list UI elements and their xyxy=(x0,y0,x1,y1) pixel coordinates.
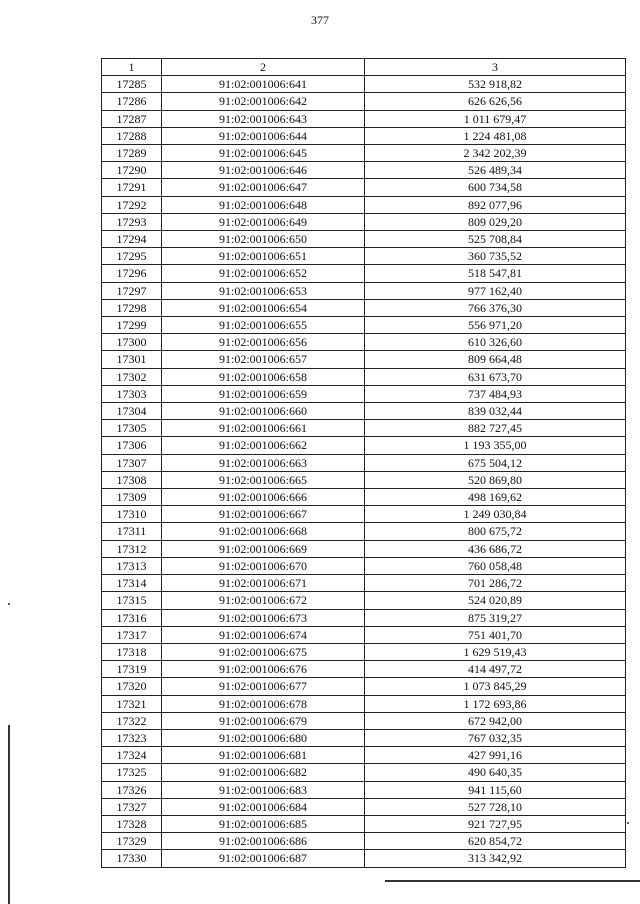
value-cell: 809 664,48 xyxy=(365,351,626,368)
table-row xyxy=(102,661,626,678)
cadastral-number-cell: 91:02:001006:661 xyxy=(162,420,365,437)
row-number-cell: 17328 xyxy=(102,815,162,832)
value-cell: 427 991,16 xyxy=(365,747,626,764)
value-cell: 809 029,20 xyxy=(365,213,626,230)
cadastral-number-cell: 91:02:001006:651 xyxy=(162,248,365,265)
scan-bottom-line xyxy=(385,880,640,882)
value-cell: 751 401,70 xyxy=(365,626,626,643)
value-cell: 977 162,40 xyxy=(365,282,626,299)
cadastral-number-cell: 91:02:001006:676 xyxy=(162,661,365,678)
cadastral-number-cell: 91:02:001006:652 xyxy=(162,265,365,282)
cadastral-number-cell: 91:02:001006:686 xyxy=(162,833,365,850)
cadastral-number-cell: 91:02:001006:647 xyxy=(162,179,365,196)
row-number-cell: 17329 xyxy=(102,833,162,850)
value-cell: 2 342 202,39 xyxy=(365,145,626,162)
value-cell: 1 011 679,47 xyxy=(365,110,626,127)
value-cell: 436 686,72 xyxy=(365,540,626,557)
cadastral-number-cell: 91:02:001006:677 xyxy=(162,678,365,695)
row-number-cell: 17306 xyxy=(102,437,162,454)
cadastral-number-cell: 91:02:001006:675 xyxy=(162,643,365,660)
row-number-cell: 17289 xyxy=(102,145,162,162)
row-number-cell: 17324 xyxy=(102,747,162,764)
table-row xyxy=(102,747,626,764)
table-row xyxy=(102,575,626,592)
cadastral-number-cell: 91:02:001006:644 xyxy=(162,127,365,144)
row-number-cell: 17303 xyxy=(102,385,162,402)
table-row xyxy=(102,454,626,471)
table-row xyxy=(102,557,626,574)
row-number-cell: 17314 xyxy=(102,575,162,592)
row-number-cell: 17296 xyxy=(102,265,162,282)
table-row xyxy=(102,523,626,540)
table-row xyxy=(102,695,626,712)
value-cell: 882 727,45 xyxy=(365,420,626,437)
table-row xyxy=(102,626,626,643)
row-number-cell: 17326 xyxy=(102,781,162,798)
value-cell: 1 249 030,84 xyxy=(365,506,626,523)
row-number-cell: 17307 xyxy=(102,454,162,471)
row-number-cell: 17313 xyxy=(102,557,162,574)
header-row xyxy=(102,59,626,76)
value-cell: 414 497,72 xyxy=(365,661,626,678)
row-number-cell: 17300 xyxy=(102,334,162,351)
table-row xyxy=(102,506,626,523)
row-number-cell: 17317 xyxy=(102,626,162,643)
table-row xyxy=(102,798,626,815)
cadastral-number-cell: 91:02:001006:663 xyxy=(162,454,365,471)
cadastral-number-cell: 91:02:001006:669 xyxy=(162,540,365,557)
value-cell: 1 073 845,29 xyxy=(365,678,626,695)
row-number-cell: 17309 xyxy=(102,489,162,506)
row-number-cell: 17287 xyxy=(102,110,162,127)
cadastral-number-cell: 91:02:001006:672 xyxy=(162,592,365,609)
table-row xyxy=(102,127,626,144)
row-number-cell: 17318 xyxy=(102,643,162,660)
value-cell: 620 854,72 xyxy=(365,833,626,850)
row-number-cell: 17308 xyxy=(102,471,162,488)
row-number-cell: 17288 xyxy=(102,127,162,144)
table-row xyxy=(102,334,626,351)
table-row xyxy=(102,317,626,334)
value-cell: 600 734,58 xyxy=(365,179,626,196)
row-number-cell: 17321 xyxy=(102,695,162,712)
cadastral-number-cell: 91:02:001006:653 xyxy=(162,282,365,299)
table-row xyxy=(102,643,626,660)
row-number-cell: 17323 xyxy=(102,729,162,746)
table-row xyxy=(102,282,626,299)
value-cell: 839 032,44 xyxy=(365,403,626,420)
scan-margin-line xyxy=(8,725,10,904)
row-number-cell: 17286 xyxy=(102,93,162,110)
column-header-2: 2 xyxy=(162,59,365,76)
cadastral-number-cell: 91:02:001006:643 xyxy=(162,110,365,127)
cadastral-number-cell: 91:02:001006:681 xyxy=(162,747,365,764)
cadastral-number-cell: 91:02:001006:674 xyxy=(162,626,365,643)
cadastral-number-cell: 91:02:001006:658 xyxy=(162,368,365,385)
registry-table xyxy=(101,58,626,868)
table-row xyxy=(102,850,626,867)
value-cell: 524 020,89 xyxy=(365,592,626,609)
scan-speck xyxy=(8,603,10,605)
table-row xyxy=(102,592,626,609)
row-number-cell: 17293 xyxy=(102,213,162,230)
table-row xyxy=(102,196,626,213)
row-number-cell: 17297 xyxy=(102,282,162,299)
row-number-cell: 17294 xyxy=(102,231,162,248)
cadastral-number-cell: 91:02:001006:680 xyxy=(162,729,365,746)
row-number-cell: 17327 xyxy=(102,798,162,815)
cadastral-number-cell: 91:02:001006:641 xyxy=(162,76,365,93)
table-row xyxy=(102,437,626,454)
value-cell: 631 673,70 xyxy=(365,368,626,385)
value-cell: 313 342,92 xyxy=(365,850,626,867)
cadastral-number-cell: 91:02:001006:671 xyxy=(162,575,365,592)
row-number-cell: 17292 xyxy=(102,196,162,213)
table-row xyxy=(102,231,626,248)
table-row xyxy=(102,420,626,437)
value-cell: 1 193 355,00 xyxy=(365,437,626,454)
value-cell: 737 484,93 xyxy=(365,385,626,402)
value-cell: 520 869,80 xyxy=(365,471,626,488)
cadastral-number-cell: 91:02:001006:645 xyxy=(162,145,365,162)
table-row xyxy=(102,179,626,196)
table-row xyxy=(102,385,626,402)
value-cell: 760 058,48 xyxy=(365,557,626,574)
row-number-cell: 17298 xyxy=(102,299,162,316)
table-row xyxy=(102,145,626,162)
value-cell: 1 224 481,08 xyxy=(365,127,626,144)
cadastral-number-cell: 91:02:001006:679 xyxy=(162,712,365,729)
table-row xyxy=(102,76,626,93)
value-cell: 675 504,12 xyxy=(365,454,626,471)
row-number-cell: 17325 xyxy=(102,764,162,781)
cadastral-number-cell: 91:02:001006:657 xyxy=(162,351,365,368)
value-cell: 767 032,35 xyxy=(365,729,626,746)
table-row xyxy=(102,729,626,746)
cadastral-number-cell: 91:02:001006:667 xyxy=(162,506,365,523)
column-header-3: 3 xyxy=(365,59,626,76)
row-number-cell: 17320 xyxy=(102,678,162,695)
table-row xyxy=(102,93,626,110)
cadastral-number-cell: 91:02:001006:670 xyxy=(162,557,365,574)
value-cell: 490 640,35 xyxy=(365,764,626,781)
table-row xyxy=(102,403,626,420)
table-row xyxy=(102,489,626,506)
row-number-cell: 17310 xyxy=(102,506,162,523)
row-number-cell: 17311 xyxy=(102,523,162,540)
value-cell: 1 629 519,43 xyxy=(365,643,626,660)
cadastral-number-cell: 91:02:001006:687 xyxy=(162,850,365,867)
row-number-cell: 17322 xyxy=(102,712,162,729)
value-cell: 766 376,30 xyxy=(365,299,626,316)
cadastral-number-cell: 91:02:001006:648 xyxy=(162,196,365,213)
cadastral-number-cell: 91:02:001006:660 xyxy=(162,403,365,420)
row-number-cell: 17285 xyxy=(102,76,162,93)
cadastral-number-cell: 91:02:001006:650 xyxy=(162,231,365,248)
table-body xyxy=(102,76,626,867)
table-row xyxy=(102,833,626,850)
row-number-cell: 17330 xyxy=(102,850,162,867)
row-number-cell: 17291 xyxy=(102,179,162,196)
value-cell: 672 942,00 xyxy=(365,712,626,729)
cadastral-number-cell: 91:02:001006:682 xyxy=(162,764,365,781)
scan-speck xyxy=(627,822,629,824)
value-cell: 525 708,84 xyxy=(365,231,626,248)
table-header xyxy=(102,59,626,76)
table-row xyxy=(102,540,626,557)
table-row xyxy=(102,213,626,230)
value-cell: 941 115,60 xyxy=(365,781,626,798)
cadastral-number-cell: 91:02:001006:654 xyxy=(162,299,365,316)
cadastral-number-cell: 91:02:001006:655 xyxy=(162,317,365,334)
row-number-cell: 17304 xyxy=(102,403,162,420)
table-row xyxy=(102,368,626,385)
row-number-cell: 17302 xyxy=(102,368,162,385)
value-cell: 701 286,72 xyxy=(365,575,626,592)
cadastral-number-cell: 91:02:001006:642 xyxy=(162,93,365,110)
row-number-cell: 17299 xyxy=(102,317,162,334)
column-header-1: 1 xyxy=(102,59,162,76)
table-row xyxy=(102,248,626,265)
table-row xyxy=(102,815,626,832)
table-row xyxy=(102,678,626,695)
value-cell: 1 172 693,86 xyxy=(365,695,626,712)
page-number: 377 xyxy=(311,13,329,27)
row-number-cell: 17312 xyxy=(102,540,162,557)
cadastral-number-cell: 91:02:001006:685 xyxy=(162,815,365,832)
table-row xyxy=(102,764,626,781)
value-cell: 892 077,96 xyxy=(365,196,626,213)
row-number-cell: 17316 xyxy=(102,609,162,626)
value-cell: 526 489,34 xyxy=(365,162,626,179)
table-row xyxy=(102,265,626,282)
value-cell: 532 918,82 xyxy=(365,76,626,93)
cadastral-number-cell: 91:02:001006:684 xyxy=(162,798,365,815)
value-cell: 610 326,60 xyxy=(365,334,626,351)
value-cell: 556 971,20 xyxy=(365,317,626,334)
cadastral-number-cell: 91:02:001006:662 xyxy=(162,437,365,454)
value-cell: 360 735,52 xyxy=(365,248,626,265)
table-row xyxy=(102,781,626,798)
table-row xyxy=(102,162,626,179)
row-number-cell: 17301 xyxy=(102,351,162,368)
table-row xyxy=(102,299,626,316)
cadastral-number-cell: 91:02:001006:665 xyxy=(162,471,365,488)
cadastral-number-cell: 91:02:001006:666 xyxy=(162,489,365,506)
cadastral-number-cell: 91:02:001006:683 xyxy=(162,781,365,798)
value-cell: 518 547,81 xyxy=(365,265,626,282)
cadastral-number-cell: 91:02:001006:646 xyxy=(162,162,365,179)
value-cell: 498 169,62 xyxy=(365,489,626,506)
value-cell: 626 626,56 xyxy=(365,93,626,110)
value-cell: 800 675,72 xyxy=(365,523,626,540)
table-row xyxy=(102,351,626,368)
cadastral-number-cell: 91:02:001006:656 xyxy=(162,334,365,351)
cadastral-number-cell: 91:02:001006:649 xyxy=(162,213,365,230)
cadastral-number-cell: 91:02:001006:678 xyxy=(162,695,365,712)
row-number-cell: 17315 xyxy=(102,592,162,609)
value-cell: 875 319,27 xyxy=(365,609,626,626)
row-number-cell: 17319 xyxy=(102,661,162,678)
row-number-cell: 17295 xyxy=(102,248,162,265)
table-row xyxy=(102,609,626,626)
row-number-cell: 17290 xyxy=(102,162,162,179)
table-row xyxy=(102,471,626,488)
table-row xyxy=(102,110,626,127)
cadastral-number-cell: 91:02:001006:668 xyxy=(162,523,365,540)
value-cell: 921 727,95 xyxy=(365,815,626,832)
cadastral-number-cell: 91:02:001006:673 xyxy=(162,609,365,626)
row-number-cell: 17305 xyxy=(102,420,162,437)
cadastral-number-cell: 91:02:001006:659 xyxy=(162,385,365,402)
table-row xyxy=(102,712,626,729)
value-cell: 527 728,10 xyxy=(365,798,626,815)
